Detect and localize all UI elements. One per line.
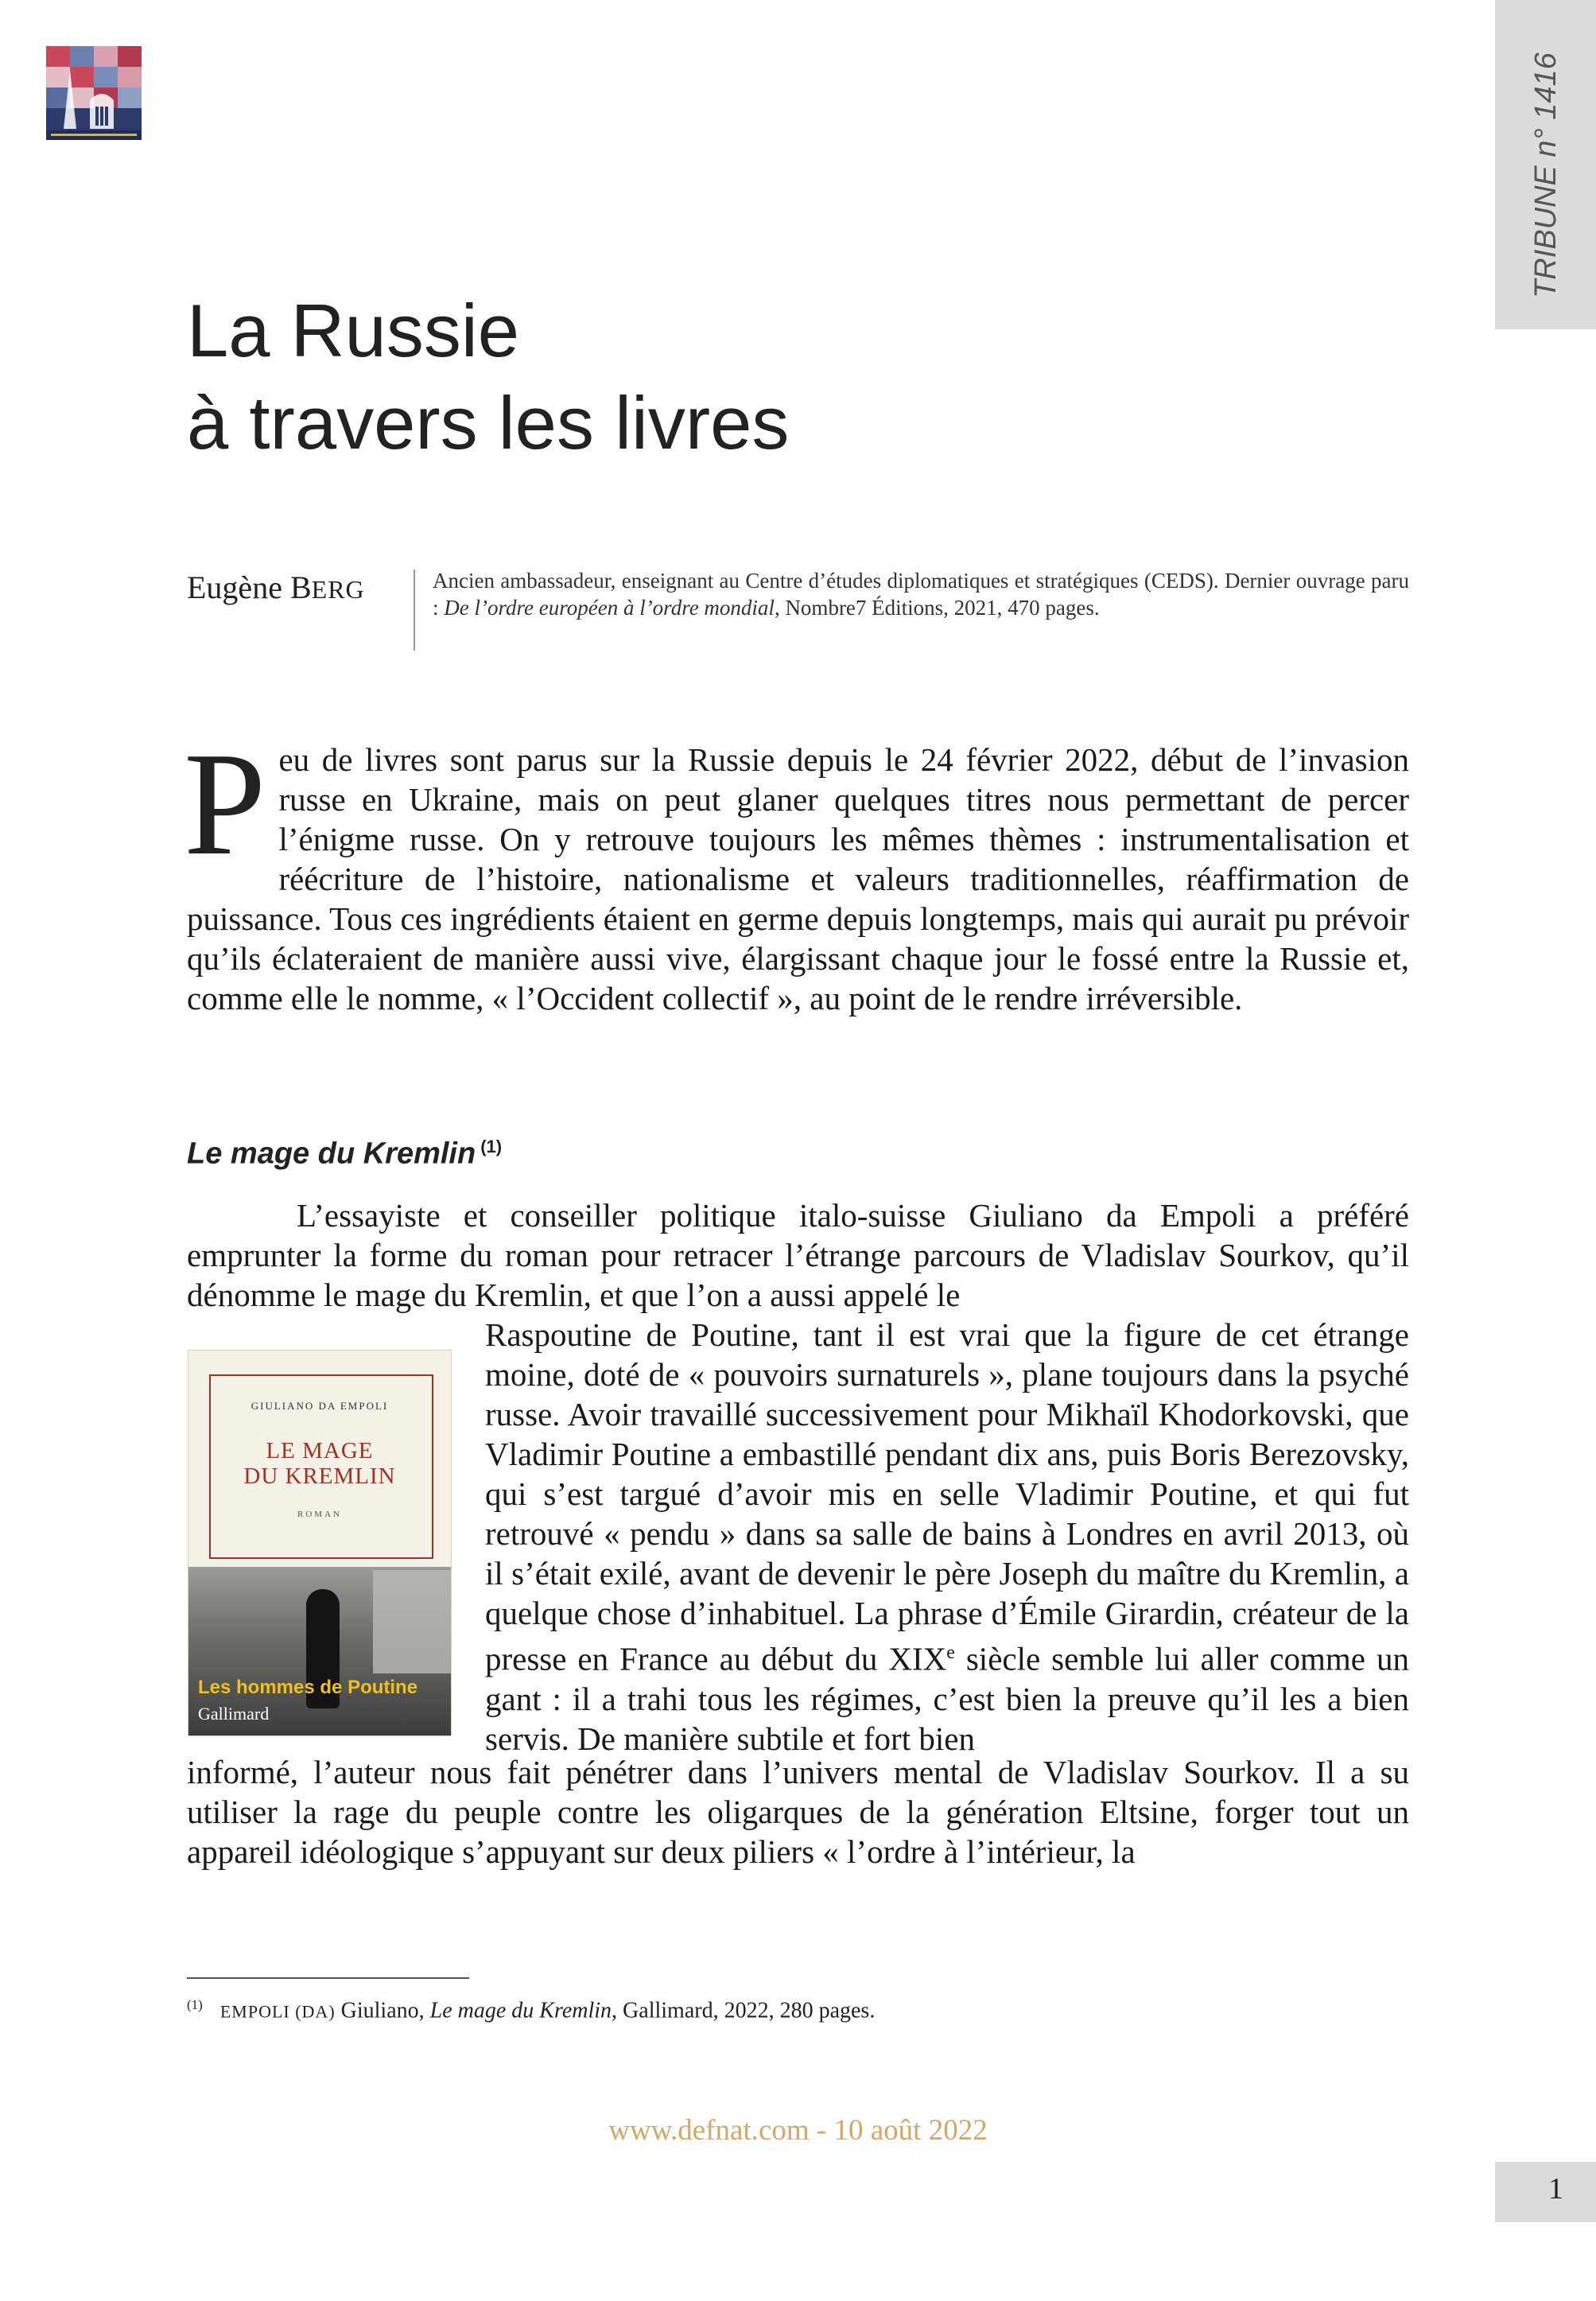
author-divider xyxy=(414,569,415,651)
page-title xyxy=(187,285,789,469)
page-title-line-1: La Russie xyxy=(187,289,519,372)
tribune-tab-label: TRIBUNE n° 1416 xyxy=(1528,52,1563,298)
book-cover-genre: ROMAN xyxy=(297,1510,342,1519)
intro-paragraph xyxy=(184,722,1409,1018)
body-paragraph-wrapped xyxy=(485,1315,1409,1759)
book-cover-publisher: Gallimard xyxy=(198,1704,270,1724)
footnote-book-title: Le mage du Kremlin xyxy=(429,1998,612,2023)
author-first-name: Eugène xyxy=(187,569,282,605)
book-cover-title xyxy=(188,1438,451,1489)
author-bio-book: De l’ordre européen à l’ordre mondial xyxy=(444,596,775,620)
footnote-rest: , Gallimard, 2022, 280 pages. xyxy=(612,1998,876,2023)
book-cover-title-line-1: LE MAGE xyxy=(266,1438,374,1463)
page-number: 1 xyxy=(1548,2172,1563,2206)
body-wrapped-text: Raspoutine de Poutine, tant il est vrai que la figure de cet étrange moine, doté de « pouvoirs surnaturels », plane toujours dans la psyché russe. Avoir travaillé successivement pour Mikhaïl Khodorkovski, que Vladimir Poutine a embastillé pendant dix ans, puis Boris Berezovsky, qui s’est targué d’avoir mis en selle Vladimir Poutine, et qui fut retrouvé « pendu » dans sa salle de bains à Londres en avril 2013, où il s’était exilé, avant de devenir le père Joseph du maître du Kremlin, a quelque chose d’inhabituel. La phrase d’Émile Girardin, créateur de la presse en France au début du XIX xyxy=(485,1316,1409,1677)
body-paragraph-bottom: informé, l’auteur nous fait pénétrer dans l’univers mental de Vladislav Sourkov. Il a su utiliser la rage du peuple contre les oligarques de la génération Eltsine, forger tout un appareil idéologique s’appuyant sur deux piliers « l’ordre à l’intérieur, la xyxy=(187,1754,1409,1870)
author-bio xyxy=(433,567,1409,621)
book-cover-author: GIULIANO DA EMPOLI xyxy=(250,1400,389,1412)
author-last-name-rest: ERG xyxy=(311,575,365,604)
author-bio-text-end: , Nombre7 Éditions, 2021, 470 pages. xyxy=(774,596,1100,620)
footnote-author: EMPOLI (DA) xyxy=(219,2001,336,2022)
footnote-divider xyxy=(187,1977,469,1979)
page-footer[interactable]: www.defnat.com - 10 août 2022 xyxy=(608,2114,988,2147)
body-paragraph-top: L’essayiste et conseiller politique italo-suisse Giuliano da Empoli a préféré emprunter la forme du roman pour retracer l’étrange parcours de Vladislav Sourkov, qu’il dénomme le mage du Kremlin, et que l’on a aussi appelé le xyxy=(187,1197,1409,1313)
book-cover-band-title: Les hommes de Poutine xyxy=(198,1677,418,1698)
section-heading xyxy=(187,1128,502,1173)
book-cover-title-line-2: DU KREMLIN xyxy=(243,1463,396,1489)
footnote xyxy=(187,1991,1409,2026)
author-last-name-initial: B xyxy=(289,569,312,605)
author-last-name xyxy=(290,569,365,605)
footnote-author-first: Giuliano, xyxy=(335,1998,430,2023)
author-name xyxy=(187,569,365,606)
book-cover-building xyxy=(373,1570,451,1673)
drop-cap: P xyxy=(184,722,266,886)
footnote-number: (1) xyxy=(187,1997,203,2012)
century-superscript: e xyxy=(946,1642,955,1663)
book-cover-image xyxy=(188,1350,452,1736)
page-title-line-2: à travers les livres xyxy=(187,381,790,464)
section-heading-text: Le mage du Kremlin xyxy=(187,1137,476,1171)
section-footnote-ref[interactable]: (1) xyxy=(480,1137,503,1156)
body-wrapped-text-end: siècle semble lui aller comme un gant : il a trahi tous les régimes, c’est bien la preuve qu’il les a bien servis. De manière subtile et fort bien xyxy=(485,1640,1409,1757)
tribune-tab-label-wrap xyxy=(1498,32,1594,318)
defense-nationale-logo xyxy=(46,46,142,140)
intro-text: eu de livres sont parus sur la Russie depuis le 24 février 2022, début de l’invasion russe en Ukraine, mais on peut glaner quelques titres nous permettant de percer l’énigme russe. On y retrouve toujours les mêmes thèmes : instrumentalisation et réécriture de l’histoire, nationalisme et valeurs traditionnelles, réaffirmation de puissance. Tous ces ingrédients étaient en germe depuis longtemps, mais qui aurait pu prévoir qu’ils éclateraient de manière aussi vive, élargissant chaque jour le fossé entre la Russie et, comme elle le nomme, « l’Occident collectif », au point de le rendre irréversible. xyxy=(187,741,1409,1016)
author-bio-text: Ancien ambassadeur, enseignant au Centre d’études diplomatiques et stratégiques (CEDS). Dernier ouvrage paru : xyxy=(433,569,1409,620)
